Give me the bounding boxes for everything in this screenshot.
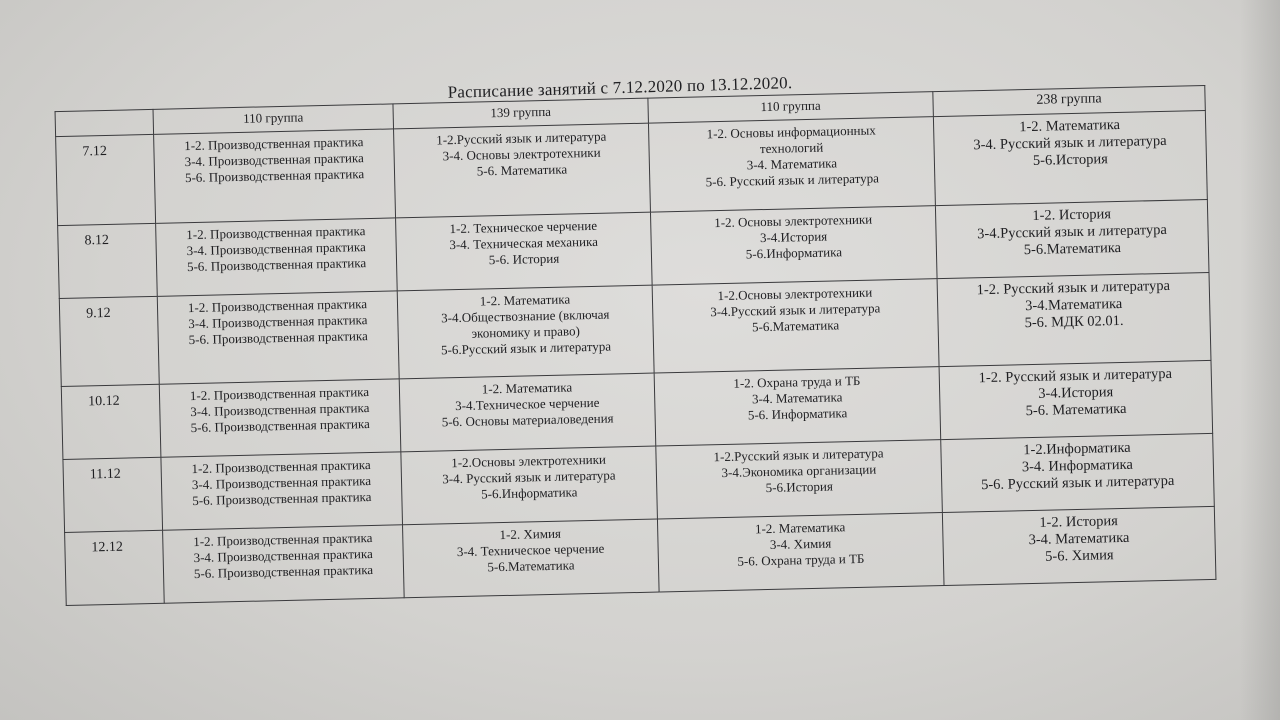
schedule-cell-group-238 xyxy=(937,272,1211,367)
lesson-line: 3-4. Русский язык и литература xyxy=(442,467,616,487)
schedule-cell-group-139 xyxy=(394,123,651,217)
lesson-line: 1-2. Русский язык и литература xyxy=(976,277,1171,298)
date-cell: 7.12 xyxy=(56,134,156,225)
schedule-cell-group-110-b xyxy=(656,440,943,519)
schedule-cell-group-110-b xyxy=(650,205,937,284)
lesson-line: 1-2. Русский язык и литература xyxy=(978,366,1173,387)
lesson-line: 5-6. Математика xyxy=(1025,401,1127,420)
lesson-line: 3-4. Информатика xyxy=(1021,456,1134,476)
lesson-line: 5-6. Русский язык и литература xyxy=(705,170,880,190)
lesson-line: 1-2. Производственная практика xyxy=(187,295,368,315)
lesson-line: 3-4. Производственная практика xyxy=(191,473,372,493)
schedule-cell-group-238 xyxy=(935,199,1209,278)
lesson-line: 3-4. Техническая механика xyxy=(449,233,599,252)
lesson-line: 5-6. Химия xyxy=(1044,547,1114,565)
lesson-line: 1-2. Производственная практика xyxy=(189,384,370,404)
schedule-cell-group-139 xyxy=(399,373,656,452)
schedule-cell-group-110-b xyxy=(654,367,941,446)
lesson-line: 5-6.История xyxy=(1032,151,1109,169)
schedule-title: Расписание занятий с 7.12.2020 по 13.12.2020. xyxy=(447,73,793,102)
schedule-table-container xyxy=(55,85,1216,606)
lesson-line: 5-6.Русский язык и литература xyxy=(440,338,612,357)
lesson-line: 1-2. Производственная практика xyxy=(191,457,371,477)
schedule-cell-group-110-a xyxy=(163,525,405,603)
lesson-line: 3-4. Основы электротехники xyxy=(442,144,601,164)
lesson-line: 5-6.Математика xyxy=(487,557,575,575)
lesson-line: 3-4.История xyxy=(1038,384,1114,403)
lesson-line: 1-2. История xyxy=(1039,513,1119,531)
lesson-line: 5-6. Производственная практика xyxy=(184,166,365,186)
lesson-line: 5-6.Математика xyxy=(751,316,840,334)
lesson-line: 5-6. Русский язык и литература xyxy=(980,472,1175,494)
schedule-cell-group-110-a xyxy=(154,129,396,223)
lesson-line: 3-4. Производственная практика xyxy=(190,400,370,420)
lesson-line: 5-6. Производственная практика xyxy=(186,254,367,274)
lesson-line: 1-2. Производственная практика xyxy=(186,222,366,242)
lesson-line: 1-2.Информатика xyxy=(1023,439,1131,459)
schedule-body xyxy=(56,111,1216,606)
lesson-line: 5-6.Информатика xyxy=(745,243,843,262)
schedule-cell-group-110-a xyxy=(161,452,403,530)
schedule-cell-group-110-b xyxy=(657,513,944,592)
lesson-line: 1-2. Охрана труда и ТБ xyxy=(733,373,861,392)
header-group-110-b: 110 группа xyxy=(648,92,933,123)
lesson-line: 3-4.Русский язык и литература xyxy=(710,300,881,319)
paper-edge-shadow xyxy=(1240,0,1280,720)
schedule-cell-group-110-b xyxy=(648,117,935,212)
lesson-line: 5-6. История xyxy=(488,250,560,267)
lesson-line: 1-2. Техническое черчение xyxy=(449,217,598,236)
schedule-cell-group-238 xyxy=(941,434,1215,513)
lesson-line: 1-2.Основы электротехники xyxy=(451,451,607,471)
lesson-line: 3-4.Техническое черчение xyxy=(455,395,600,414)
schedule-cell-group-139 xyxy=(397,285,654,379)
lesson-line: 1-2. Основы информационных xyxy=(706,122,876,142)
date-cell: 11.12 xyxy=(63,457,163,532)
lesson-line: 3-4. Русский язык и литература xyxy=(973,132,1167,154)
schedule-cell-group-139 xyxy=(396,212,653,291)
lesson-line: 5-6. Производственная практика xyxy=(188,327,368,347)
lesson-line: 1-2.Русский язык и литература xyxy=(713,445,884,465)
schedule-table xyxy=(55,85,1217,606)
lesson-line: 5-6. Математика xyxy=(476,161,568,179)
lesson-line: 3-4. Математика xyxy=(746,155,838,173)
header-date xyxy=(55,109,154,136)
lesson-line: 5-6.Информатика xyxy=(481,484,578,502)
lesson-line: 1-2. Математика xyxy=(479,291,571,309)
date-cell: 8.12 xyxy=(58,223,158,298)
lesson-line: 1-2. Производственная практика xyxy=(184,134,364,154)
lesson-line: 3-4. Техническое черчение xyxy=(456,540,605,560)
lesson-line: 1-2. Математика xyxy=(1019,116,1121,136)
lesson-line: 3-4.Обществознание (включая xyxy=(441,306,610,325)
lesson-line: экономику и право) xyxy=(471,322,580,341)
lesson-line: 3-4. Химия xyxy=(769,535,832,553)
lesson-line: 1-2. Математика xyxy=(481,379,573,397)
lesson-line: 5-6.Математика xyxy=(1023,239,1122,258)
lesson-line: 3-4.История xyxy=(759,228,828,245)
lesson-line: 5-6. Производственная практика xyxy=(192,489,372,509)
lesson-line: 3-4.Математика xyxy=(1024,295,1123,314)
lesson-line: 1-2.Основы электротехники xyxy=(717,284,873,303)
schedule-cell-group-139 xyxy=(401,446,658,525)
schedule-cell-group-238 xyxy=(939,361,1213,440)
date-cell: 10.12 xyxy=(61,385,161,460)
date-cell: 12.12 xyxy=(65,530,165,605)
lesson-line: 5-6. Производственная практика xyxy=(193,562,374,582)
lesson-line: 1-2. Основы электротехники xyxy=(714,211,873,230)
schedule-cell-group-238 xyxy=(933,111,1207,206)
schedule-cell-group-110-a xyxy=(157,290,399,384)
schedule-cell-group-110-a xyxy=(159,379,401,457)
lesson-line: 3-4. Математика xyxy=(751,389,843,407)
lesson-line: 5-6.История xyxy=(765,478,834,496)
date-cell: 9.12 xyxy=(59,296,159,387)
lesson-line: 3-4.Экономика организации xyxy=(721,461,877,481)
lesson-line: 3-4. Производственная практика xyxy=(193,546,373,566)
lesson-line: 5-6. Производственная практика xyxy=(190,416,370,436)
lesson-line: 5-6. Информатика xyxy=(747,405,848,423)
lesson-line: 5-6. Основы материаловедения xyxy=(441,410,614,430)
lesson-line: 5-6. Охрана труда и ТБ xyxy=(737,550,865,569)
schedule-cell-group-110-b xyxy=(652,278,939,373)
lesson-line: 3-4.Русский язык и литература xyxy=(977,221,1168,242)
schedule-cell-group-238 xyxy=(942,506,1216,585)
lesson-line: технологий xyxy=(759,139,824,157)
header-group-238: 238 группа xyxy=(933,86,1205,117)
lesson-line: 1-2. Математика xyxy=(754,519,846,537)
schedule-cell-group-139 xyxy=(403,519,660,598)
lesson-line: 3-4. Производственная практика xyxy=(184,150,364,170)
schedule-cell-group-110-a xyxy=(156,218,398,296)
header-group-110-a: 110 группа xyxy=(153,104,394,134)
header-group-139: 139 группа xyxy=(393,98,649,129)
lesson-line: 1-2.Русский язык и литература xyxy=(436,128,607,148)
lesson-line: 3-4. Математика xyxy=(1028,529,1130,549)
lesson-line: 1-2. Химия xyxy=(499,525,562,543)
lesson-line: 5-6. МДК 02.01. xyxy=(1024,312,1124,331)
lesson-line: 1-2. История xyxy=(1032,205,1112,224)
lesson-line: 3-4. Производственная практика xyxy=(186,238,366,258)
lesson-line: 3-4. Производственная практика xyxy=(188,311,368,331)
lesson-line: 1-2. Производственная практика xyxy=(193,530,373,550)
